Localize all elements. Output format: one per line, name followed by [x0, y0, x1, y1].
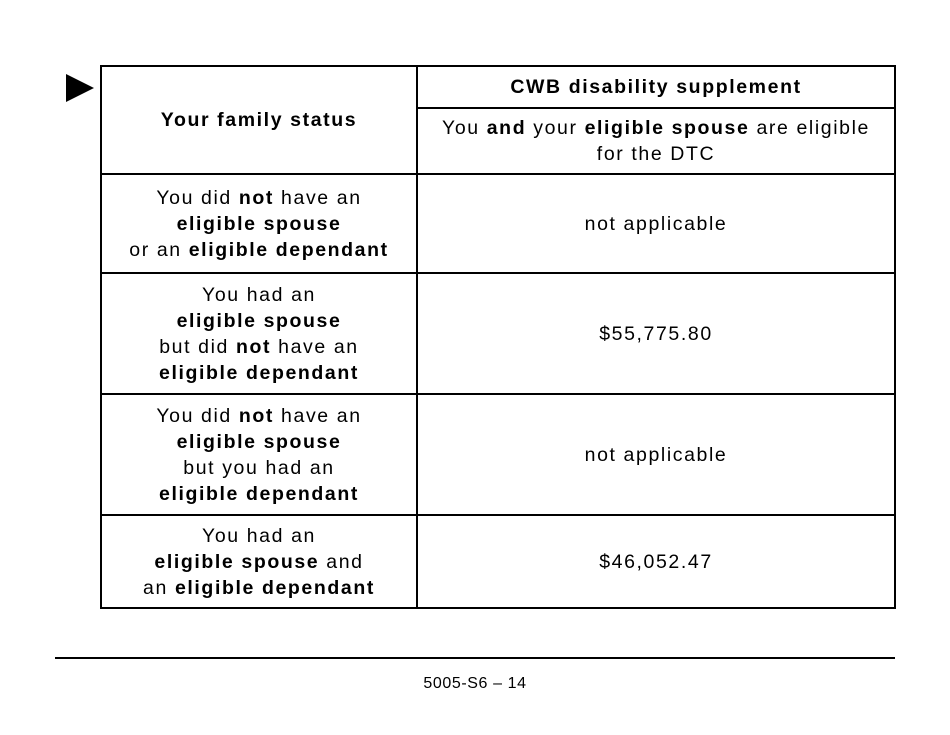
status-line: but you had an: [183, 456, 335, 479]
status-line: eligible dependant: [159, 361, 359, 384]
status-line: You did not have an: [156, 404, 362, 427]
subheader-eligibility: [417, 108, 895, 174]
status-line: You had an: [202, 283, 316, 306]
subheader-line-1: [422, 115, 890, 141]
status-line: eligible dependant: [159, 482, 359, 505]
status-line: but did not have an: [159, 335, 359, 358]
supplement-value-cell: $46,052.47: [417, 515, 895, 608]
status-line: You had an: [202, 524, 316, 547]
family-status-cell: [101, 394, 417, 515]
header-row: [101, 66, 895, 108]
family-status-cell: [101, 174, 417, 273]
pointer-arrow-icon: [66, 74, 94, 102]
status-line: eligible spouse: [176, 430, 342, 453]
status-line: eligible spouse: [176, 212, 342, 235]
family-status-cell: [101, 515, 417, 608]
header-family-status: Your family status: [101, 66, 417, 174]
subheader-bold-eligible-spouse: eligible spouse: [584, 117, 750, 139]
status-line: an eligible dependant: [143, 576, 375, 599]
status-line: eligible spouse and: [154, 550, 364, 573]
subheader-text: your: [526, 117, 585, 139]
subheader-text: You: [442, 117, 487, 139]
subheader-bold-and: and: [486, 117, 527, 139]
status-line: or an eligible dependant: [129, 238, 389, 261]
supplement-value-cell: $55,775.80: [417, 273, 895, 394]
table-row: [101, 394, 895, 515]
table-row: [101, 273, 895, 394]
status-line: You did not have an: [156, 186, 362, 209]
supplement-value-cell: not applicable: [417, 394, 895, 515]
subheader-line-2: for the DTC: [596, 143, 716, 165]
table-row: [101, 174, 895, 273]
family-status-cell: [101, 273, 417, 394]
page-number: 5005-S6 – 14: [423, 675, 527, 692]
table-row: [101, 515, 895, 608]
footer-divider: [55, 657, 895, 659]
cwb-disability-supplement-table: [100, 65, 896, 609]
subheader-text: are eligible: [749, 117, 870, 139]
header-cwb-disability-supplement: CWB disability supplement: [417, 66, 895, 108]
supplement-value-cell: not applicable: [417, 174, 895, 273]
status-line: eligible spouse: [176, 309, 342, 332]
